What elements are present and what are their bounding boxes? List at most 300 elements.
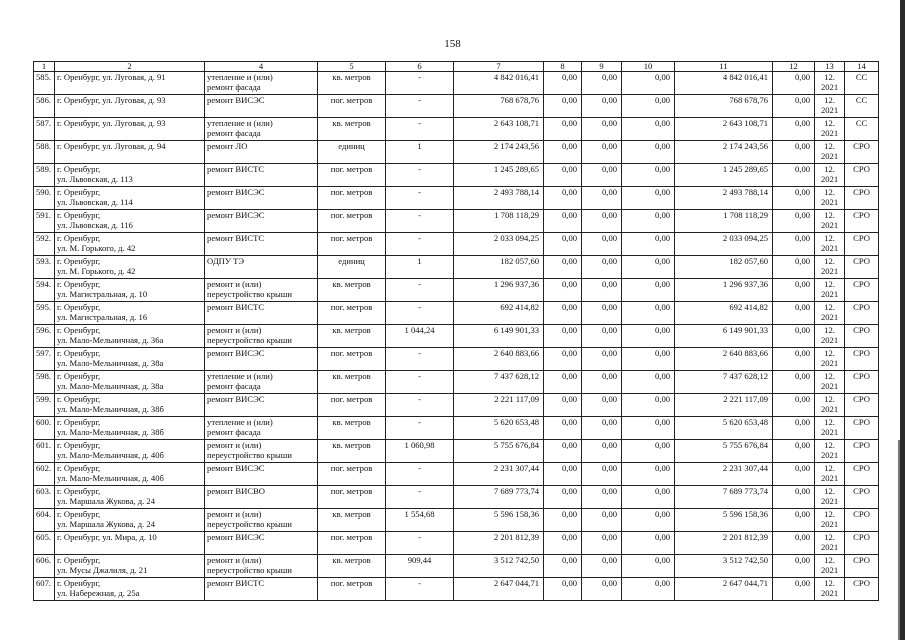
method-cell-text: СРО [853, 348, 870, 358]
table-row [34, 187, 879, 210]
period-cell-text: 12. [824, 302, 835, 312]
address-cell-text: г. Оренбург, [57, 509, 101, 519]
work-type-cell [205, 348, 318, 371]
cost-cell-12 [773, 164, 815, 187]
row-number [34, 256, 55, 279]
cost-cell-10 [622, 417, 675, 440]
period-cell [815, 279, 845, 302]
period-cell-text: 2021 [820, 289, 839, 299]
table-row [34, 463, 879, 486]
period-cell-text: 2021 [820, 312, 839, 322]
work-type-cell [205, 486, 318, 509]
cost-cell-8-text: 0,00 [562, 164, 578, 174]
period-cell-text: 2021 [820, 174, 839, 184]
cost-cell-12-text: 0,00 [795, 118, 811, 128]
unit-cell-text: кв. метров [332, 440, 371, 450]
cost-cell-11-text: 2 033 094,25 [722, 233, 769, 243]
cost-cell-10 [622, 233, 675, 256]
cost-cell-9 [582, 486, 622, 509]
cost-cell-8 [544, 486, 582, 509]
cost-cell-9 [582, 348, 622, 371]
total-cost-cell-text: 6 149 901,33 [493, 325, 540, 335]
total-cost-cell-text: 2 033 094,25 [493, 233, 540, 243]
period-cell [815, 233, 845, 256]
work-type-cell [205, 578, 318, 601]
method-cell-text: СРО [853, 187, 870, 197]
cost-cell-12-text: 0,00 [795, 302, 811, 312]
method-cell-text: СРО [853, 463, 870, 473]
cost-cell-8 [544, 95, 582, 118]
work-type-cell [205, 325, 318, 348]
address-cell-text: г. Оренбург, ул. Луговая, д. 93 [57, 95, 166, 105]
cost-cell-12 [773, 256, 815, 279]
total-cost-cell-text: 1 708 118,29 [494, 210, 540, 220]
total-cost-cell [454, 141, 544, 164]
work-type-cell-text: ремонт ВИСВО [207, 486, 266, 496]
unit-cell [318, 463, 386, 486]
work-type-cell [205, 256, 318, 279]
cost-cell-9 [582, 95, 622, 118]
period-cell-text: 2021 [820, 496, 839, 506]
quantity-cell-text: - [418, 486, 421, 496]
quantity-cell [386, 256, 454, 279]
period-cell-text: 2021 [820, 266, 839, 276]
total-cost-cell-text: 2 493 788,14 [493, 187, 540, 197]
total-cost-cell [454, 417, 544, 440]
cost-cell-10-text: 0,00 [655, 141, 671, 151]
cost-cell-9-text: 0,00 [602, 187, 618, 197]
total-cost-cell [454, 532, 544, 555]
cost-cell-8 [544, 348, 582, 371]
cost-cell-10-text: 0,00 [655, 279, 671, 289]
quantity-cell-text: 1 [417, 256, 422, 266]
cost-cell-11-text: 4 842 016,41 [722, 72, 769, 82]
work-type-cell-text: переустройство крыши [207, 289, 292, 299]
cost-cell-12-text: 0,00 [795, 486, 811, 496]
cost-cell-8 [544, 394, 582, 417]
address-cell [55, 371, 205, 394]
work-type-cell [205, 141, 318, 164]
row-number [34, 279, 55, 302]
total-cost-cell-text: 2 174 243,56 [493, 141, 540, 151]
period-cell-text: 2021 [820, 450, 839, 460]
table-row [34, 509, 879, 532]
address-cell-text: г. Оренбург, [57, 463, 101, 473]
work-type-cell [205, 440, 318, 463]
unit-cell [318, 279, 386, 302]
row-number [34, 187, 55, 210]
address-cell-text: г. Оренбург, ул. Мира, д. 10 [57, 532, 157, 542]
cost-cell-12 [773, 210, 815, 233]
period-cell [815, 532, 845, 555]
total-cost-cell [454, 394, 544, 417]
cost-cell-8 [544, 417, 582, 440]
cost-cell-11 [675, 187, 773, 210]
table-row [34, 440, 879, 463]
cost-cell-11-text: 7 689 773,74 [722, 486, 769, 496]
method-cell [845, 532, 879, 555]
cost-cell-10 [622, 118, 675, 141]
work-type-cell-text: утепление и (или) [207, 118, 273, 128]
method-cell-text: СС [855, 72, 868, 82]
cost-cell-12 [773, 118, 815, 141]
address-cell [55, 555, 205, 578]
table-row [34, 371, 879, 394]
quantity-cell-text: - [418, 187, 421, 197]
table-row [34, 141, 879, 164]
address-cell-text: ул. Мало-Мельничная, д. 36а [57, 335, 164, 345]
quantity-cell-text: 1 044,24 [404, 325, 435, 335]
method-cell-text: СРО [853, 141, 870, 151]
column-header: 12 [773, 62, 815, 72]
quantity-cell-text: - [418, 164, 421, 174]
unit-cell [318, 325, 386, 348]
cost-cell-8 [544, 509, 582, 532]
cost-cell-9 [582, 141, 622, 164]
cost-cell-11-text: 2 221 117,09 [723, 394, 769, 404]
method-cell-text: СРО [853, 532, 870, 542]
cost-cell-12-text: 0,00 [795, 509, 811, 519]
cost-cell-9-text: 0,00 [602, 118, 618, 128]
row-number-text: 593. [36, 256, 52, 266]
quantity-cell [386, 72, 454, 95]
scan-edge-shadow [898, 440, 900, 640]
total-cost-cell [454, 578, 544, 601]
cost-cell-10-text: 0,00 [655, 371, 671, 381]
work-type-cell-text: ремонт фасада [207, 427, 261, 437]
work-type-cell-text: утепление и (или) [207, 417, 273, 427]
period-cell-text: 2021 [820, 588, 839, 598]
cost-cell-12-text: 0,00 [795, 417, 811, 427]
unit-cell-text: пог. метров [330, 164, 373, 174]
cost-cell-10-text: 0,00 [655, 417, 671, 427]
address-cell-text: ул. Львовская, д. 114 [57, 197, 133, 207]
work-type-cell-text: ремонт фасада [207, 381, 261, 391]
column-header: 10 [622, 62, 675, 72]
cost-cell-9-text: 0,00 [602, 141, 618, 151]
quantity-cell-text: 1 554,68 [404, 509, 435, 519]
cost-cell-8-text: 0,00 [562, 417, 578, 427]
cost-cell-11-text: 1 296 937,36 [722, 279, 769, 289]
work-type-cell [205, 72, 318, 95]
cost-cell-12-text: 0,00 [795, 578, 811, 588]
cost-cell-9-text: 0,00 [602, 555, 618, 565]
quantity-cell [386, 302, 454, 325]
quantity-cell-text: - [418, 371, 421, 381]
work-type-cell-text: ремонт ВИСЭС [207, 187, 265, 197]
quantity-cell [386, 394, 454, 417]
work-type-cell [205, 164, 318, 187]
work-type-cell [205, 532, 318, 555]
period-cell [815, 302, 845, 325]
address-cell [55, 463, 205, 486]
unit-cell [318, 210, 386, 233]
cost-cell-8-text: 0,00 [562, 532, 578, 542]
column-header: 14 [845, 62, 879, 72]
address-cell-text: ул. Маршала Жукова, д. 24 [57, 496, 155, 506]
row-number-text: 586. [36, 95, 52, 105]
cost-cell-10 [622, 463, 675, 486]
quantity-cell [386, 555, 454, 578]
row-number [34, 95, 55, 118]
cost-cell-8 [544, 578, 582, 601]
address-cell-text: ул. Мало-Мельничная, д. 38а [57, 381, 164, 391]
row-number-text: 591. [36, 210, 52, 220]
method-cell [845, 302, 879, 325]
method-cell [845, 256, 879, 279]
quantity-cell [386, 210, 454, 233]
row-number-text: 599. [36, 394, 52, 404]
work-type-cell-text: переустройство крыши [207, 565, 292, 575]
address-cell-text: г. Оренбург, [57, 555, 101, 565]
method-cell [845, 187, 879, 210]
total-cost-cell [454, 279, 544, 302]
work-type-cell-text: ремонт ВИСЭС [207, 210, 265, 220]
cost-cell-11-text: 6 149 901,33 [722, 325, 769, 335]
cost-cell-9 [582, 118, 622, 141]
period-cell-text: 2021 [820, 565, 839, 575]
scan-edge [900, 0, 905, 640]
cost-cell-11 [675, 555, 773, 578]
unit-cell [318, 509, 386, 532]
cost-cell-10 [622, 371, 675, 394]
cost-cell-9 [582, 302, 622, 325]
cost-cell-9-text: 0,00 [602, 72, 618, 82]
unit-cell [318, 256, 386, 279]
total-cost-cell [454, 95, 544, 118]
unit-cell-text: пог. метров [330, 302, 373, 312]
cost-cell-10 [622, 394, 675, 417]
cost-cell-10-text: 0,00 [655, 463, 671, 473]
work-type-cell-text: ремонт и (или) [207, 440, 262, 450]
total-cost-cell-text: 2 221 117,09 [494, 394, 540, 404]
cost-cell-10-text: 0,00 [655, 302, 671, 312]
cost-cell-11-text: 2 201 812,39 [722, 532, 769, 542]
total-cost-cell-text: 5 596 158,36 [493, 509, 540, 519]
period-cell-text: 12. [824, 371, 835, 381]
cost-cell-9 [582, 325, 622, 348]
period-cell-text: 12. [824, 279, 835, 289]
method-cell-text: СРО [853, 509, 870, 519]
cost-cell-9-text: 0,00 [602, 578, 618, 588]
cost-cell-9 [582, 210, 622, 233]
unit-cell-text: кв. метров [332, 118, 371, 128]
unit-cell [318, 348, 386, 371]
cost-cell-9 [582, 164, 622, 187]
total-cost-cell [454, 463, 544, 486]
cost-cell-12 [773, 187, 815, 210]
cost-cell-8 [544, 164, 582, 187]
quantity-cell-text: - [418, 394, 421, 404]
cost-cell-8-text: 0,00 [562, 210, 578, 220]
unit-cell-text: пог. метров [330, 187, 373, 197]
method-cell [845, 394, 879, 417]
cost-cell-8-text: 0,00 [562, 486, 578, 496]
cost-cell-10 [622, 486, 675, 509]
cost-cell-8-text: 0,00 [562, 371, 578, 381]
period-cell-text: 12. [824, 233, 835, 243]
cost-cell-8 [544, 279, 582, 302]
address-cell-text: ул. М. Горького, д. 42 [57, 266, 136, 276]
cost-cell-12 [773, 95, 815, 118]
method-cell-text: СРО [853, 486, 870, 496]
table-row [34, 578, 879, 601]
cost-cell-12-text: 0,00 [795, 233, 811, 243]
cost-cell-12-text: 0,00 [795, 463, 811, 473]
cost-cell-11 [675, 417, 773, 440]
unit-cell-text: кв. метров [332, 279, 371, 289]
work-type-cell [205, 509, 318, 532]
row-number-text: 605. [36, 532, 52, 542]
cost-cell-11 [675, 440, 773, 463]
cost-cell-10 [622, 348, 675, 371]
address-cell [55, 302, 205, 325]
cost-cell-11-text: 692 414,82 [729, 302, 769, 312]
cost-cell-9 [582, 256, 622, 279]
work-type-cell-text: ремонт ВИСТС [207, 302, 265, 312]
work-type-cell [205, 302, 318, 325]
cost-cell-9 [582, 371, 622, 394]
total-cost-cell [454, 509, 544, 532]
table-row [34, 302, 879, 325]
cost-cell-12 [773, 486, 815, 509]
cost-cell-12-text: 0,00 [795, 371, 811, 381]
table-row [34, 325, 879, 348]
period-cell [815, 164, 845, 187]
quantity-cell [386, 187, 454, 210]
cost-cell-11-text: 1 245 289,65 [722, 164, 769, 174]
cost-cell-9-text: 0,00 [602, 509, 618, 519]
row-number-text: 595. [36, 302, 52, 312]
address-cell-text: г. Оренбург, [57, 348, 101, 358]
work-type-cell-text: ремонт ВИСЭС [207, 95, 265, 105]
cost-cell-10-text: 0,00 [655, 348, 671, 358]
unit-cell-text: пог. метров [330, 463, 373, 473]
column-header: 4 [205, 62, 318, 72]
address-cell [55, 394, 205, 417]
cost-cell-10 [622, 187, 675, 210]
cost-cell-8-text: 0,00 [562, 141, 578, 151]
unit-cell-text: единиц [338, 256, 365, 266]
address-cell-text: г. Оренбург, [57, 302, 101, 312]
row-number [34, 440, 55, 463]
work-type-cell [205, 210, 318, 233]
cost-cell-11-text: 1 708 118,29 [723, 210, 769, 220]
address-cell [55, 187, 205, 210]
period-cell-text: 2021 [820, 335, 839, 345]
quantity-cell-text: - [418, 210, 421, 220]
unit-cell [318, 417, 386, 440]
quantity-cell-text: - [418, 233, 421, 243]
address-cell-text: ул. Львовская, д. 116 [57, 220, 133, 230]
method-cell [845, 509, 879, 532]
unit-cell [318, 164, 386, 187]
cost-cell-11-text: 768 678,76 [729, 95, 769, 105]
page-number: 158 [444, 38, 461, 50]
method-cell-text: СРО [853, 371, 870, 381]
unit-cell-text: кв. метров [332, 325, 371, 335]
address-cell-text: г. Оренбург, [57, 394, 101, 404]
quantity-cell [386, 509, 454, 532]
cost-cell-9 [582, 187, 622, 210]
work-type-cell-text: ремонт и (или) [207, 509, 262, 519]
cost-cell-10 [622, 302, 675, 325]
quantity-cell-text: - [418, 348, 421, 358]
total-cost-cell [454, 325, 544, 348]
work-type-cell [205, 394, 318, 417]
cost-cell-8-text: 0,00 [562, 463, 578, 473]
cost-cell-10 [622, 95, 675, 118]
address-cell-text: ул. Мало-Мельничная, д. 38б [57, 404, 164, 414]
quantity-cell-text: - [418, 463, 421, 473]
cost-cell-11-text: 2 647 044,71 [722, 578, 769, 588]
method-cell [845, 440, 879, 463]
table-row [34, 118, 879, 141]
table-row [34, 72, 879, 95]
cost-cell-11 [675, 463, 773, 486]
cost-cell-11 [675, 210, 773, 233]
quantity-cell [386, 463, 454, 486]
cost-cell-11-text: 2 493 788,14 [722, 187, 769, 197]
row-number [34, 555, 55, 578]
cost-cell-8-text: 0,00 [562, 118, 578, 128]
row-number-text: 600. [36, 417, 52, 427]
unit-cell [318, 371, 386, 394]
cost-cell-11-text: 182 057,60 [729, 256, 769, 266]
address-cell [55, 578, 205, 601]
address-cell-text: г. Оренбург, [57, 440, 101, 450]
cost-cell-9-text: 0,00 [602, 440, 618, 450]
cost-cell-11 [675, 256, 773, 279]
period-cell-text: 2021 [820, 82, 839, 92]
cost-cell-9-text: 0,00 [602, 164, 618, 174]
cost-cell-10 [622, 141, 675, 164]
row-number-text: 601. [36, 440, 52, 450]
cost-cell-11 [675, 302, 773, 325]
work-type-cell [205, 118, 318, 141]
work-type-cell-text: ремонт ВИСТС [207, 164, 265, 174]
cost-cell-9 [582, 555, 622, 578]
cost-cell-11-text: 5 755 676,84 [722, 440, 769, 450]
cost-cell-8-text: 0,00 [562, 95, 578, 105]
quantity-cell-text: 1 [417, 141, 422, 151]
unit-cell [318, 187, 386, 210]
period-cell [815, 440, 845, 463]
unit-cell [318, 118, 386, 141]
total-cost-cell [454, 555, 544, 578]
table-row [34, 279, 879, 302]
column-header: 7 [454, 62, 544, 72]
cost-cell-9 [582, 233, 622, 256]
unit-cell [318, 394, 386, 417]
address-cell-text: г. Оренбург, [57, 417, 101, 427]
unit-cell [318, 555, 386, 578]
cost-cell-9-text: 0,00 [602, 279, 618, 289]
cost-cell-8-text: 0,00 [562, 279, 578, 289]
row-number-text: 607. [36, 578, 52, 588]
cost-cell-8 [544, 302, 582, 325]
quantity-cell [386, 325, 454, 348]
row-number-text: 596. [36, 325, 52, 335]
row-number-text: 589. [36, 164, 52, 174]
row-number [34, 578, 55, 601]
cost-cell-9-text: 0,00 [602, 486, 618, 496]
address-cell [55, 325, 205, 348]
address-cell [55, 141, 205, 164]
cost-cell-8 [544, 256, 582, 279]
cost-cell-10-text: 0,00 [655, 440, 671, 450]
column-header: 13 [815, 62, 845, 72]
